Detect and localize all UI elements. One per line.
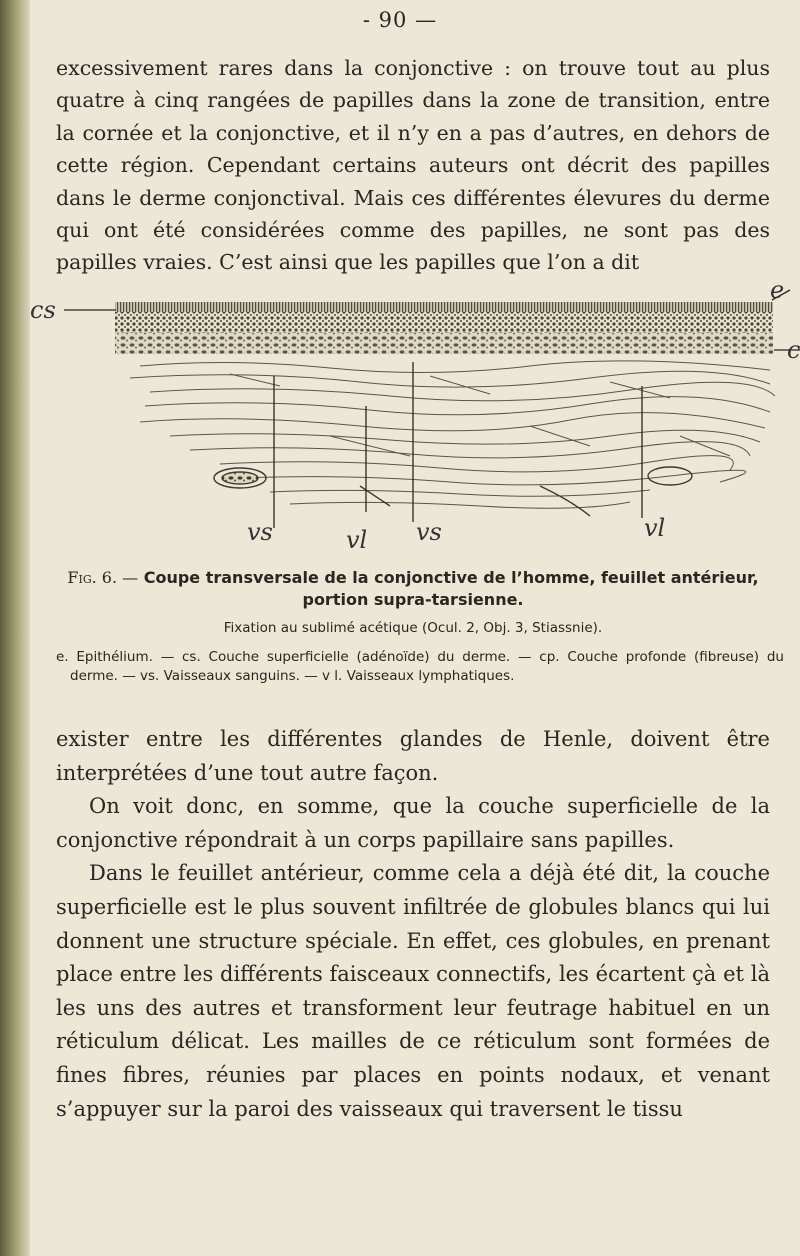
- page-number: - 90 —: [362, 8, 438, 32]
- paragraph-feuillet-anterieur: Dans le feuillet antérieur, comme cela a déjà été dit, la couche superficielle est le plus souvent infiltrée de globules blancs qui lui donnent une structure spéciale. En effet, ces globules, en prenant place entre les différents faisceaux connectifs, les écartent çà et là les uns des autres et transforment leur feutrage habituel en un réticulum délicat. Les mailles de ce réticulum sont formées de fines fibres, réunies par places en points nodaux, et venant s’appuyer sur la paroi des vaisseaux qui traversent le tissu: [56, 861, 770, 1121]
- figure-legend: e. Epithélium. — cs. Couche superficielle (adénoïde) du derme. — cp. Couche profonde (fibreuse) du derme. — vs. Vaisseaux sanguins. — v l. Vaisseaux lymphatiques.: [56, 649, 784, 684]
- label-vl-left: vl: [346, 526, 368, 554]
- label-vs-right: vs: [416, 518, 442, 546]
- label-cs: cs: [30, 296, 56, 324]
- label-c: c: [787, 336, 800, 364]
- figure-fixation-note: Fixation au sublimé acétique (Ocul. 2, Obj. 3, Stiassnie).: [223, 620, 603, 636]
- paragraph-top: excessivement rares dans la conjonctive : on trouve tout au plus quatre à cinq rangées de papilles dans la zone de transition, entre la cornée et la conjonctive, et il n’y en a pas d’autres, en dehors de cette région. Cependant certains auteurs ont décrit des papilles dans le derme conjonctival. Mais ces différentes élevures du derme qui ont été considérées comme des papilles, ne sont pas des papilles vraies. C’est ainsi que les papilles que l’on a dit: [56, 56, 770, 275]
- paragraph-continuation: exister entre les différentes glandes de Henle, doivent être interprétées d’une tout autre façon.: [56, 727, 770, 785]
- superficial-dermis-layer: [115, 332, 773, 354]
- figure-number: Fig. 6. —: [67, 568, 139, 587]
- epithelium-layer: [115, 312, 773, 332]
- figure-conjunctiva-section: [30, 276, 800, 570]
- paragraph-corps-papillaire: On voit donc, en somme, que la couche superficielle de la conjonctive répondrait à un corps papillaire sans papilles.: [56, 794, 770, 852]
- figure-title: Coupe transversale de la conjonctive de l’homme, feuillet antérieur, portion supra-tarsienne.: [143, 568, 759, 609]
- bottom-text-block: [56, 723, 770, 1126]
- label-e: e: [770, 276, 785, 304]
- figure-caption-title: [56, 567, 770, 611]
- label-vs-left: vs: [247, 518, 273, 546]
- histology-illustration: [30, 286, 800, 570]
- epithelium-surface: [115, 302, 773, 312]
- label-vl-right: vl: [644, 514, 666, 542]
